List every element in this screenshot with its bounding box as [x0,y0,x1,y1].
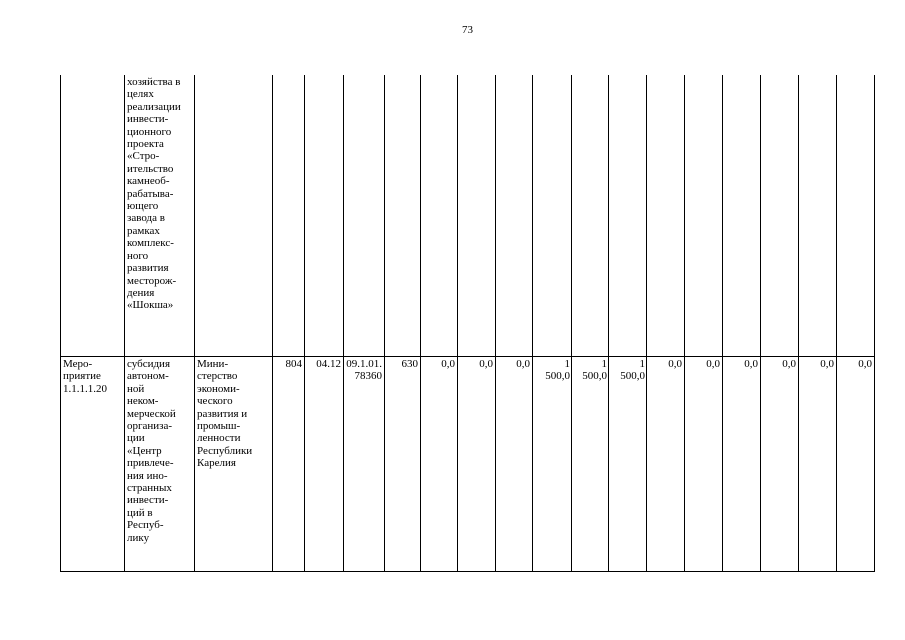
value-cell [458,75,496,357]
grbs-cell: 804 [273,357,305,572]
value-cell [647,75,685,357]
description-cell: хозяйства в целях реализации инвести- ционного проекта «Стро- ительство камнеоб- рабатыва- ющего завода в рамках комплекс- ного развития месторож- дения «Шокша» [125,75,195,357]
value-cell [799,75,837,357]
value-cell [533,75,572,357]
rzpr-cell [305,75,344,357]
value-cell [685,75,723,357]
status-cell: Меро- приятие 1.1.1.1.20 [61,357,125,572]
vr-cell [385,75,421,357]
value-cell: 1 500,0 [609,357,647,572]
csr-cell: 09.1.01. 78360 [344,357,385,572]
grbs-cell [273,75,305,357]
value-cell: 0,0 [496,357,533,572]
value-cell: 0,0 [458,357,496,572]
value-cell: 0,0 [685,357,723,572]
value-cell: 0,0 [647,357,685,572]
rzpr-cell: 04.12 [305,357,344,572]
table-row-activity [61,357,875,572]
value-cell [496,75,533,357]
value-cell: 1 500,0 [533,357,572,572]
vr-cell: 630 [385,357,421,572]
value-cell: 0,0 [837,357,875,572]
budget-table [60,75,875,572]
value-cell [723,75,761,357]
value-cell: 0,0 [421,357,458,572]
status-cell [61,75,125,357]
description-cell: субсидия автоном- ной неком- мерческой организа- ции «Центр привлече- ния ино- странных инвести- ций в Респуб- лику [125,357,195,572]
csr-cell [344,75,385,357]
value-cell: 1 500,0 [572,357,609,572]
value-cell [421,75,458,357]
value-cell: 0,0 [761,357,799,572]
value-cell: 0,0 [799,357,837,572]
value-cell [837,75,875,357]
page-number: 73 [462,24,473,36]
value-cell: 0,0 [723,357,761,572]
table-row-continued [61,75,875,357]
value-cell [609,75,647,357]
executor-cell: Мини- стерство экономи- ческого развития и промыш- ленности Республики Карелия [195,357,273,572]
executor-cell [195,75,273,357]
value-cell [761,75,799,357]
value-cell [572,75,609,357]
